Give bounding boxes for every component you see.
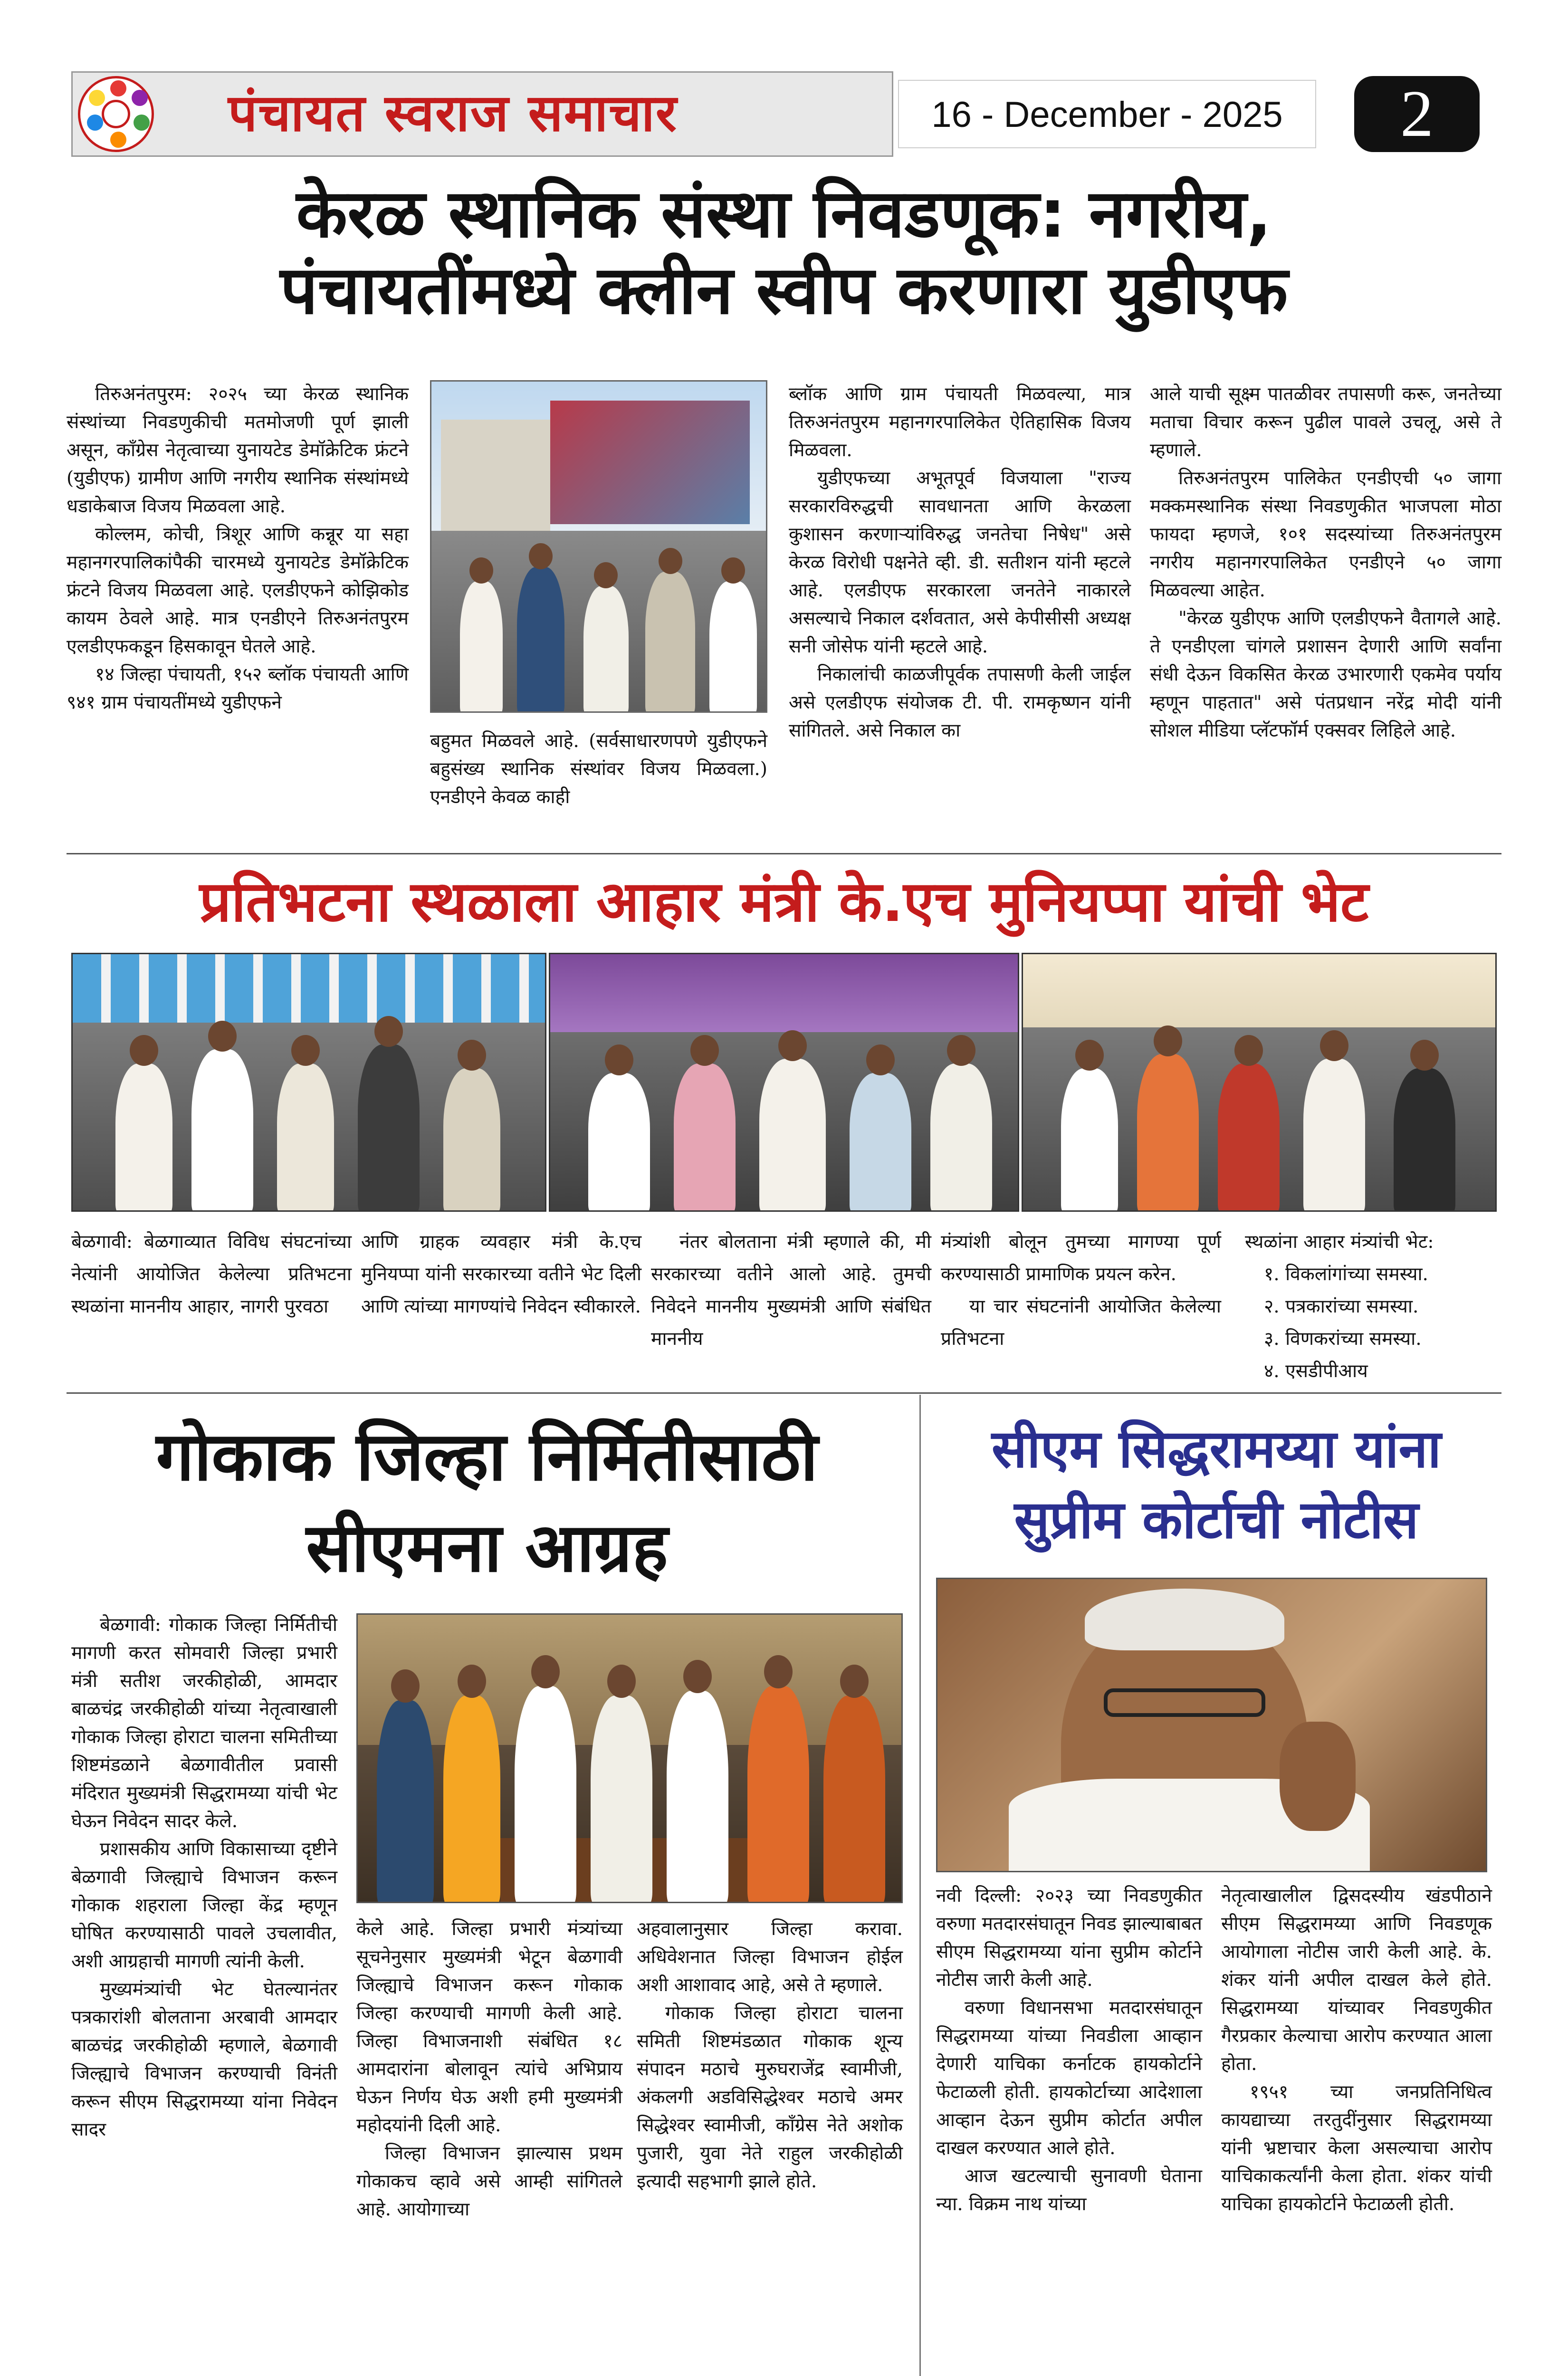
section-divider xyxy=(67,1392,1501,1394)
story1-column-2 xyxy=(430,727,767,811)
paragraph: आले याची सूक्ष्म पातळीवर तपासणी करू, जनतेच्या मताचा विचार करून पुढील पावले उचलू, असे ते म्हणाले. xyxy=(1150,383,1501,461)
story1-headline xyxy=(52,176,1516,329)
column-divider xyxy=(919,1395,921,2376)
paragraph: गोकाक जिल्हा होराटा चालना समिती शिष्टमंडळात गोकाक शून्य संपादन मठाचे मुरुघराजेंद्र स्वामीजी, अंकलगी अडविसिद्धेश्वर मठाचे अमर सिद्धेश्वर स्वामीजी, काँग्रेस नेते अशोक पुजारी, युवा नेते राहुल जरकीहोळी इत्यादी सहभागी झाले होते. xyxy=(637,2002,903,2192)
story2-column-1 xyxy=(71,1226,352,1323)
list-item: १. विकलांगांच्या समस्या. xyxy=(1264,1264,1428,1285)
page-number: 2 xyxy=(1354,76,1480,152)
paragraph: प्रशासकीय आणि विकासाच्या दृष्टीने बेळगावी जिल्ह्याचे विभाजन करून गोकाक शहराला जिल्हा केंद्र म्हणून घोषित करण्यासाठी पावले उचलावीत, अशी आग्रहाची मागणी त्यांनी केली. xyxy=(71,1839,337,1972)
story1-headline-line1: केरळ स्थानिक संस्था निवडणूक: नगरीय, xyxy=(296,175,1272,253)
section-divider xyxy=(67,853,1501,854)
paragraph: नवी दिल्ली: २०२३ च्या निवडणुकीत वरुणा मतदारसंघातून निवड झाल्याबाबत सीएम सिद्धरामय्या यांना सुप्रीम कोर्टाने नोटीस जारी केली आहे. xyxy=(936,1885,1202,1991)
paragraph: मंत्र्यांशी बोलून तुमच्या मागण्या पूर्ण करण्यासाठी प्रामाणिक प्रयत्न करेन. xyxy=(941,1231,1221,1285)
paragraph: नेतृत्वाखालील द्विसदस्यीय खंडपीठाने सीएम सिद्धरामय्या आणि निवडणूक आयोगाला नोटीस जारी केली आहे. के. शंकर यांनी अपील दाखल केले होते. सिद्धरामय्या यांच्यावर निवडणुकीत गैरप्रकार केल्याचा आरोप करण्यात आला होता. xyxy=(1221,1885,1492,2075)
story3-headline-line1: गोकाक जिल्हा निर्मितीसाठी xyxy=(156,1418,818,1496)
story3-photo xyxy=(356,1613,903,1903)
panchayat-logo-icon xyxy=(78,76,154,152)
story1-column-1 xyxy=(67,380,409,717)
paragraph: निकालांची काळजीपूर्वक तपासणी केली जाईल असे एलडीएफ संयोजक टी. पी. रामकृष्णन यांनी सांगितले. असे निकाल का xyxy=(789,664,1131,741)
paragraph: या चार संघटनांनी आयोजित केलेल्या प्रतिभटना xyxy=(941,1296,1221,1350)
paragraph: केले आहे. जिल्हा प्रभारी मंत्र्यांच्या सूचनेनुसार मुख्यमंत्री भेटून बेळगावी जिल्ह्याचे विभाजन करून गोकाक जिल्हा करण्याची मागणी केली आहे. जिल्हा विभाजनाशी संबंधित १८ आमदारांना बोलावून त्यांचे अभिप्राय घेऊन निर्णय घेऊ अशी हमी मुख्यमंत्री महोदयांनी दिली आहे. xyxy=(356,1918,622,2136)
paragraph: बेळगावी: गोकाक जिल्हा निर्मितीची मागणी करत सोमवारी जिल्हा प्रभारी मंत्री सतीश जरकीहोळी, आमदार बाळचंद्र जरकीहोळी यांच्या नेतृत्वाखाली गोकाक जिल्हा होराटा चालना समितीच्या शिष्टमंडळाने बेळगावीतील प्रवासी मंदिरात मुख्यमंत्री सिद्धरामय्या यांची भेट घेऊन निवेदन सादर केले. xyxy=(71,1614,337,1832)
story4-headline xyxy=(931,1414,1501,1555)
story4-photo xyxy=(936,1578,1487,1872)
story4-headline-line2: सुप्रीम कोर्टाची नोटीस xyxy=(1014,1489,1419,1550)
paragraph: आणि ग्राहक व्यवहार मंत्री के.एच मुनियप्पा यांनी सरकारच्या वतीने भेट दिली आणि त्यांच्या मागण्यांचे निवेदन स्वीकारले. xyxy=(361,1231,641,1317)
story4-headline-line1: सीएम सिद्धरामय्या यांना xyxy=(991,1418,1442,1479)
story3-column-1 xyxy=(71,1611,337,2144)
list-item: २. पत्रकारांच्या समस्या. xyxy=(1264,1296,1419,1317)
story2-column-2 xyxy=(361,1226,641,1323)
masthead xyxy=(71,71,1497,157)
story2-headline: प्रतिभटना स्थळाला आहार मंत्री के.एच मुनियप्पा यांची भेट xyxy=(199,869,1369,934)
paragraph: कोल्लम, कोची, त्रिशूर आणि कन्नूर या सहा महानगरपालिकांपैकी चारमध्ये युनायटेड डेमॉक्रेटिक फ्रंटने विजय मिळवला आहे. एलडीएफने कोझिकोड कायम ठेवले आहे. मात्र एनडीएने तिरुअनंतपुरम एलडीएफकडून हिसकावून घेतले आहे. xyxy=(67,524,409,657)
story3-column-3 xyxy=(637,1915,903,2195)
paragraph: १४ जिल्हा पंचायती, १५२ ब्लॉक पंचायती आणि ९४१ ग्राम पंचायतींमध्ये युडीएफने xyxy=(67,664,409,713)
story2-photo-2 xyxy=(549,953,1019,1212)
list-title: स्थळांना आहार मंत्र्यांची भेट: xyxy=(1245,1231,1434,1253)
list-item: ३. विणकरांच्या समस्या. xyxy=(1264,1328,1422,1350)
story1-column-3 xyxy=(789,380,1131,745)
story1-headline-line2: पंचायतींमध्ये क्लीन स्वीप करणारा युडीएफ xyxy=(280,252,1288,329)
paragraph: "केरळ युडीएफ आणि एलडीएफने वैतागले आहे. ते एनडीएला चांगले प्रशासन देणारी आणि सर्वांना संधी देऊन विकसित केरळ उभारणारी एकमेव पर्याय म्हणून पाहतात" असे पंतप्रधान नरेंद्र मोदी यांनी सोशल मीडिया प्लॅटफॉर्म एक्सवर लिहिले आहे. xyxy=(1150,608,1501,741)
paragraph: मुख्यमंत्र्यांची भेट घेतल्यानंतर पत्रकारांशी बोलताना अरबावी आमदार बाळचंद्र जरकीहोळी म्हणाले, बेळगावी जिल्ह्याचे विभाजन करण्याची विनंती करून सीएम सिद्धरामय्या यांना निवेदन सादर xyxy=(71,1979,337,2140)
story2-column-3 xyxy=(651,1226,931,1355)
story2-visit-list xyxy=(1245,1226,1501,1388)
story3-headline xyxy=(67,1411,908,1593)
paragraph: बहुमत मिळवले आहे. (सर्वसाधारणपणे युडीएफने बहुसंख्य स्थानिक संस्थांवर विजय मिळवला.) एनडीएने केवळ काही xyxy=(430,730,767,808)
story4-column-2 xyxy=(1221,1882,1492,2218)
list-item: ४. एसडीपीआय xyxy=(1264,1360,1368,1382)
paragraph: जिल्हा विभाजन झाल्यास प्रथम गोकाकच व्हावे असे आम्ही सांगितले आहे. आयोगाच्या xyxy=(356,2143,622,2220)
story1-column-4 xyxy=(1150,380,1501,745)
story3-headline-line2: सीएमना आग्रह xyxy=(306,1508,668,1587)
paragraph: तिरुअनंतपुरम पालिकेत एनडीएची ५० जागा मक्कमस्थानिक संस्था निवडणुकीत भाजपला मोठा फायदा म्हणजे, १०१ सदस्यांच्या तिरुअनंतपुरम नगरीय महानगरपालिकेत एनडीएने ५० जागा मिळवल्या आहेत. xyxy=(1150,468,1501,601)
paragraph: आज खटल्याची सुनावणी घेताना न्या. विक्रम नाथ यांच्या xyxy=(936,2165,1202,2215)
paragraph: ब्लॉक आणि ग्राम पंचायती मिळवल्या, मात्र तिरुअनंतपुरम महानगरपालिकेत ऐतिहासिक विजय मिळवला. xyxy=(789,383,1131,461)
paragraph: नंतर बोलताना मंत्री म्हणाले की, मी सरकारच्या वतीने आलो आहे. तुमची निवेदने माननीय मुख्यमंत्री आणि संबंधित माननीय xyxy=(651,1231,931,1350)
story2-photo-1 xyxy=(71,953,546,1212)
story3-column-2 xyxy=(356,1915,622,2223)
story2-photo-3 xyxy=(1022,953,1497,1212)
paragraph: तिरुअनंतपुरम: २०२५ च्या केरळ स्थानिक संस्थांच्या निवडणुकीची मतमोजणी पूर्ण झाली असून, काँग्रेस नेतृत्वाच्या युनायटेड डेमॉक्रेटिक फ्रंटने (युडीएफ) ग्रामीण आणि नगरीय स्थानिक संस्थांमध्ये धडाकेबाज विजय मिळवला आहे. xyxy=(67,383,409,517)
paragraph: बेळगावी: बेळगाव्यात विविध संघटनांच्या नेत्यांनी आयोजित केलेल्या प्रतिभटना स्थळांना माननीय आहार, नागरी पुरवठा xyxy=(71,1231,352,1317)
paragraph: अहवालानुसार जिल्हा करावा. अधिवेशनात जिल्हा विभाजन होईल अशी आशावाद आहे, असे ते म्हणाले. xyxy=(637,1918,903,1996)
masthead-title: पंचायत स्वराज समाचार xyxy=(228,83,678,143)
paragraph: १९५१ च्या जनप्रतिनिधित्व कायद्याच्या तरतुदींनुसार सिद्धरामय्या यांनी भ्रष्टाचार केला असल्याचा आरोप याचिकाकर्त्यांनी केला होता. शंकर यांची याचिका हायकोर्टाने फेटाळली होती. xyxy=(1221,2081,1492,2215)
story2-column-4 xyxy=(941,1226,1221,1355)
story1-photo xyxy=(430,380,767,713)
issue-date: 16 - December - 2025 xyxy=(898,80,1316,148)
paragraph: युडीएफच्या अभूतपूर्व विजयाला "राज्य सरकारविरुद्धची सावधानता आणि केरळला कुशासन करणाऱ्यांविरुद्ध जनतेचा निषेध" असे केरळ विरोधी पक्षनेते व्ही. डी. सतीशन यांनी म्हटले आहे. एलडीएफ सरकारला जनतेने नाकारले असल्याचे निकाल दर्शवतात, असे केपीसीसी अध्यक्ष सनी जोसेफ यांनी म्हटले आहे. xyxy=(789,468,1131,657)
story4-column-1 xyxy=(936,1882,1202,2218)
paragraph: वरुणा विधानसभा मतदारसंघातून सिद्धरामय्या यांच्या निवडीला आव्हान देणारी याचिका कर्नाटक हायकोर्टाने फेटाळली होती. हायकोर्टाच्या आदेशाला आव्हान देऊन सुप्रीम कोर्टात अपील दाखल करण्यात आले होते. xyxy=(936,1997,1202,2159)
